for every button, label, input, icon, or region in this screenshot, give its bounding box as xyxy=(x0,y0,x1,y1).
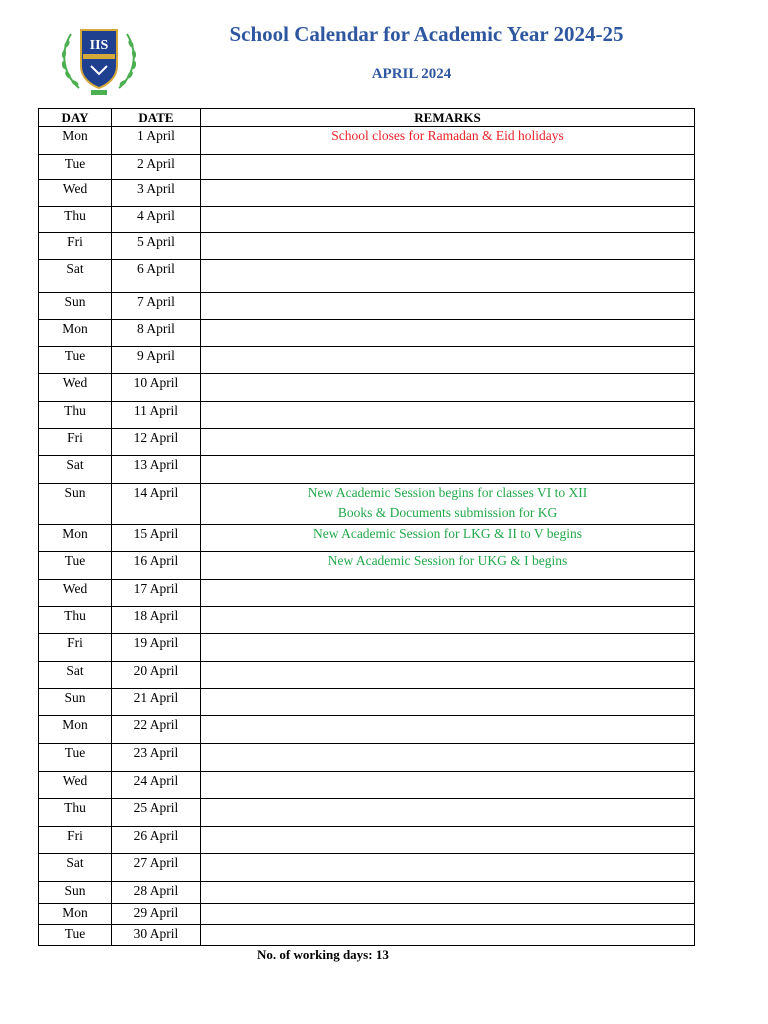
day-text: Wed xyxy=(62,773,88,788)
date-cell xyxy=(112,260,201,293)
remarks-cell xyxy=(201,180,695,207)
table-row xyxy=(39,634,695,662)
day-text: Fri xyxy=(67,635,83,650)
day-cell xyxy=(39,207,112,233)
date-text: 29 April xyxy=(133,905,179,920)
table-row xyxy=(39,347,695,374)
date-text: 20 April xyxy=(133,663,179,678)
date-text: 19 April xyxy=(133,635,179,650)
table-row xyxy=(39,580,695,607)
date-text: 10 April xyxy=(133,375,179,390)
remarks-cell xyxy=(201,207,695,233)
day-cell xyxy=(39,772,112,799)
day-text: Mon xyxy=(62,717,88,732)
date-cell xyxy=(112,552,201,580)
remark-text: School closes for Ramadan & Eid holidays xyxy=(331,128,564,143)
day-cell xyxy=(39,925,112,946)
date-text: 5 April xyxy=(137,234,175,249)
table-row xyxy=(39,716,695,744)
remarks-cell xyxy=(201,580,695,607)
table-row xyxy=(39,320,695,347)
date-text: 16 April xyxy=(133,553,179,568)
table-row xyxy=(39,233,695,260)
day-cell xyxy=(39,580,112,607)
remarks-cell xyxy=(201,484,695,525)
remarks-cell xyxy=(201,402,695,429)
table-row xyxy=(39,429,695,456)
day-cell xyxy=(39,634,112,662)
day-cell xyxy=(39,374,112,402)
day-text: Fri xyxy=(67,430,83,445)
day-text: Fri xyxy=(67,828,83,843)
remarks-column-header: REMARKS xyxy=(201,109,695,127)
remark-text: New Academic Session for LKG & II to V begins xyxy=(312,526,583,541)
day-cell xyxy=(39,662,112,689)
day-text: Sat xyxy=(66,261,84,276)
date-cell xyxy=(112,689,201,716)
remarks-cell xyxy=(201,772,695,799)
date-cell xyxy=(112,772,201,799)
calendar-table xyxy=(38,108,695,946)
day-text: Sat xyxy=(66,855,84,870)
table-row xyxy=(39,904,695,925)
table-row xyxy=(39,772,695,799)
remarks-cell xyxy=(201,925,695,946)
day-text: Sun xyxy=(64,883,86,898)
remarks-cell xyxy=(201,854,695,882)
day-cell xyxy=(39,347,112,374)
day-text: Mon xyxy=(62,526,88,541)
day-text: Thu xyxy=(64,608,86,623)
remarks-cell xyxy=(201,882,695,904)
date-text: 14 April xyxy=(133,485,179,500)
date-text: 21 April xyxy=(133,690,179,705)
date-text: 18 April xyxy=(133,608,179,623)
table-row xyxy=(39,525,695,552)
remarks-cell xyxy=(201,716,695,744)
table-row xyxy=(39,689,695,716)
day-text: Tue xyxy=(64,745,86,760)
date-text: 23 April xyxy=(133,745,179,760)
table-row xyxy=(39,207,695,233)
day-cell xyxy=(39,799,112,827)
table-row xyxy=(39,662,695,689)
day-cell xyxy=(39,293,112,320)
date-text: 26 April xyxy=(133,828,179,843)
day-cell xyxy=(39,882,112,904)
date-cell xyxy=(112,716,201,744)
page-title: School Calendar for Academic Year 2024-25 xyxy=(229,22,624,46)
date-text: 17 April xyxy=(133,581,179,596)
table-row xyxy=(39,260,695,293)
day-cell xyxy=(39,429,112,456)
date-cell xyxy=(112,374,201,402)
remarks-cell xyxy=(201,155,695,180)
day-cell xyxy=(39,180,112,207)
date-text: 30 April xyxy=(133,926,179,941)
table-row xyxy=(39,293,695,320)
date-cell xyxy=(112,127,201,155)
remarks-cell xyxy=(201,744,695,772)
table-row xyxy=(39,155,695,180)
date-text: 8 April xyxy=(137,321,175,336)
date-cell xyxy=(112,233,201,260)
remark-text: Books & Documents submission for KG xyxy=(337,505,558,520)
date-text: 28 April xyxy=(133,883,179,898)
date-column-header: DATE xyxy=(112,109,201,127)
table-row xyxy=(39,374,695,402)
date-text: 6 April xyxy=(137,261,175,276)
date-cell xyxy=(112,525,201,552)
day-cell xyxy=(39,320,112,347)
table-row xyxy=(39,925,695,946)
day-column-header: DAY xyxy=(39,109,112,127)
date-cell xyxy=(112,429,201,456)
day-cell xyxy=(39,484,112,525)
day-text: Thu xyxy=(64,208,86,223)
date-text: 11 April xyxy=(133,403,179,418)
date-cell xyxy=(112,607,201,634)
logo-text: IIS xyxy=(89,38,109,53)
date-text: 27 April xyxy=(133,855,179,870)
remark-text: New Academic Session begins for classes VI to XII xyxy=(307,485,588,500)
date-cell xyxy=(112,320,201,347)
date-text: 15 April xyxy=(133,526,179,541)
day-cell xyxy=(39,854,112,882)
date-cell xyxy=(112,207,201,233)
day-text: Thu xyxy=(64,403,86,418)
day-text: Sun xyxy=(64,294,86,309)
day-text: Sat xyxy=(66,457,84,472)
date-cell xyxy=(112,456,201,484)
table-row xyxy=(39,402,695,429)
table-row xyxy=(39,456,695,484)
date-text: 2 April xyxy=(137,156,175,171)
date-text: 24 April xyxy=(133,773,179,788)
working-days-note: No. of working days: 13 xyxy=(257,947,389,962)
date-cell xyxy=(112,155,201,180)
table-row xyxy=(39,827,695,854)
date-cell xyxy=(112,904,201,925)
table-row xyxy=(39,854,695,882)
day-text: Tue xyxy=(64,553,86,568)
date-cell xyxy=(112,744,201,772)
remarks-cell xyxy=(201,689,695,716)
date-cell xyxy=(112,402,201,429)
date-cell xyxy=(112,662,201,689)
day-cell xyxy=(39,607,112,634)
table-row xyxy=(39,607,695,634)
day-cell xyxy=(39,744,112,772)
day-text: Wed xyxy=(62,181,88,196)
remarks-cell xyxy=(201,260,695,293)
date-cell xyxy=(112,293,201,320)
day-text: Mon xyxy=(62,321,88,336)
remark-text: New Academic Session for UKG & I begins xyxy=(327,553,568,568)
remarks-cell xyxy=(201,607,695,634)
table-row xyxy=(39,799,695,827)
day-text: Tue xyxy=(64,156,86,171)
day-cell xyxy=(39,904,112,925)
remarks-cell xyxy=(201,347,695,374)
table-row xyxy=(39,552,695,580)
day-cell xyxy=(39,456,112,484)
day-text: Sun xyxy=(64,485,86,500)
date-cell xyxy=(112,925,201,946)
date-text: 7 April xyxy=(137,294,175,309)
table-row xyxy=(39,484,695,525)
day-cell xyxy=(39,552,112,580)
remarks-cell xyxy=(201,634,695,662)
day-cell xyxy=(39,127,112,155)
remarks-cell xyxy=(201,127,695,155)
remarks-cell xyxy=(201,233,695,260)
remarks-cell xyxy=(201,552,695,580)
day-cell xyxy=(39,233,112,260)
remarks-cell xyxy=(201,374,695,402)
table-row xyxy=(39,744,695,772)
date-cell xyxy=(112,799,201,827)
date-text: 12 April xyxy=(133,430,179,445)
day-cell xyxy=(39,155,112,180)
date-text: 1 April xyxy=(137,128,175,143)
table-row xyxy=(39,180,695,207)
day-cell xyxy=(39,827,112,854)
day-text: Mon xyxy=(62,128,88,143)
date-cell xyxy=(112,347,201,374)
day-text: Tue xyxy=(64,926,86,941)
date-text: 4 April xyxy=(137,208,175,223)
date-text: 13 April xyxy=(133,457,179,472)
date-cell xyxy=(112,180,201,207)
date-cell xyxy=(112,580,201,607)
day-text: Mon xyxy=(62,905,88,920)
remarks-cell xyxy=(201,456,695,484)
date-cell xyxy=(112,827,201,854)
date-text: 25 April xyxy=(133,800,179,815)
remarks-cell xyxy=(201,662,695,689)
day-text: Tue xyxy=(64,348,86,363)
date-cell xyxy=(112,484,201,525)
remarks-cell xyxy=(201,827,695,854)
table-header-row xyxy=(39,109,695,127)
remarks-cell xyxy=(201,525,695,552)
date-text: 3 April xyxy=(137,181,175,196)
table-row xyxy=(39,127,695,155)
day-cell xyxy=(39,689,112,716)
remarks-cell xyxy=(201,320,695,347)
calendar-body xyxy=(39,127,695,946)
remarks-cell xyxy=(201,799,695,827)
day-text: Sat xyxy=(66,663,84,678)
remarks-cell xyxy=(201,429,695,456)
day-cell xyxy=(39,402,112,429)
date-cell xyxy=(112,854,201,882)
date-text: 9 April xyxy=(137,348,175,363)
day-text: Wed xyxy=(62,375,88,390)
day-cell xyxy=(39,525,112,552)
day-text: Fri xyxy=(67,234,83,249)
date-text: 22 April xyxy=(133,717,179,732)
month-heading: APRIL 2024 xyxy=(371,66,452,82)
date-cell xyxy=(112,634,201,662)
day-text: Thu xyxy=(64,800,86,815)
day-text: Sun xyxy=(64,690,86,705)
day-cell xyxy=(39,260,112,293)
date-cell xyxy=(112,882,201,904)
day-text: Wed xyxy=(62,581,88,596)
remarks-cell xyxy=(201,293,695,320)
remarks-cell xyxy=(201,904,695,925)
day-cell xyxy=(39,716,112,744)
table-row xyxy=(39,882,695,904)
